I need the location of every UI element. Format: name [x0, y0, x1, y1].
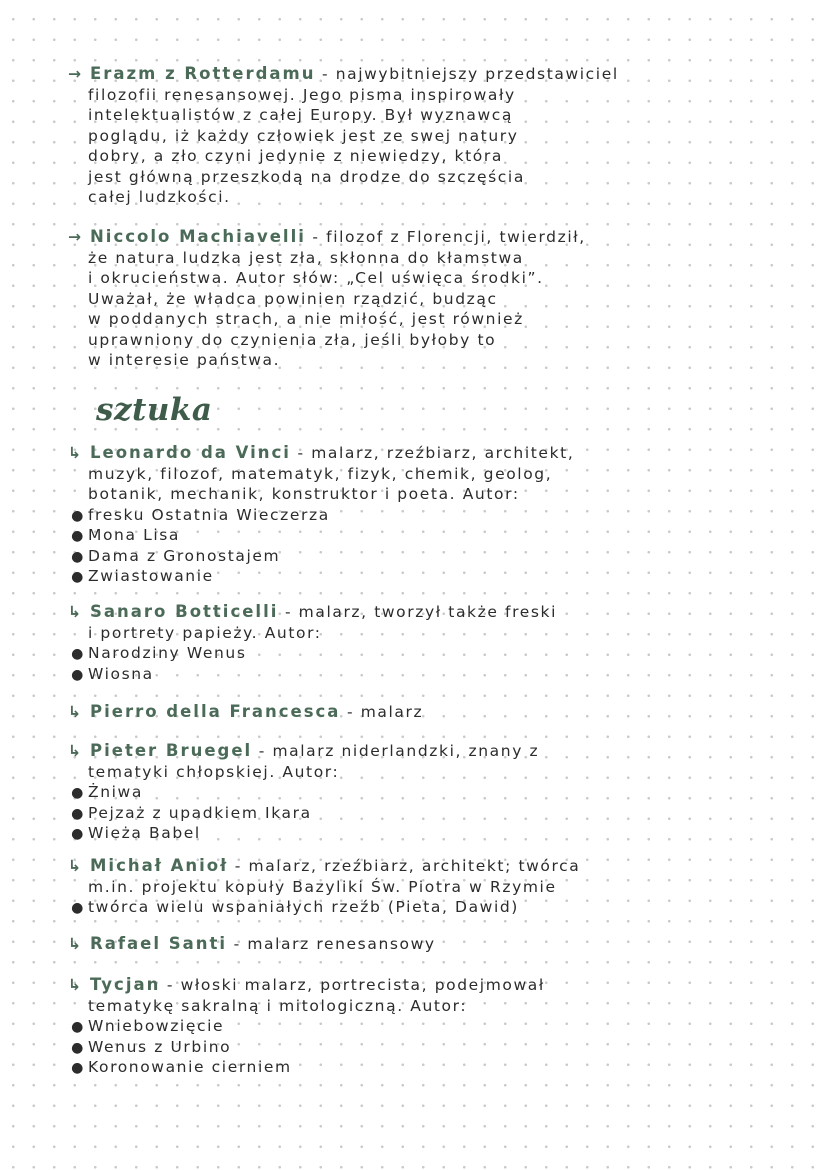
arrow-icon: ↳	[68, 976, 83, 994]
entry-rafael	[68, 934, 758, 955]
list-item: ● twórca wielu wspaniałych rzeźb (Pieta, Dawid)	[68, 897, 758, 918]
entry-text: - filozof z Florencji, twierdził,	[312, 228, 586, 246]
bullet-icon: ●	[71, 569, 85, 585]
entry-text: intelektualistów z całej Europy. Był wyznawcą	[88, 106, 514, 124]
list-item: ● Zwiastowanie	[68, 566, 758, 587]
entry-text: że natura ludzka jest zła, skłonna do kłamstwa	[88, 248, 524, 267]
list-item: ● Koronowanie cierniem	[68, 1057, 758, 1078]
entry-text: poglądu, iż każdy człowiek jest ze swej natury	[88, 126, 519, 145]
arrow-icon: ↳	[68, 857, 83, 875]
bullet-icon: ●	[71, 528, 85, 544]
list-item: ● Wiosna	[68, 664, 758, 685]
entry-text: w poddanych strach, a nie miłość, jest również	[88, 310, 524, 328]
entry-text: m.in. projektu kopuły Bazyliki Św. Piotra w Rzymie	[88, 877, 557, 896]
entry-text: tematykę sakralną i mitologiczną. Autor:	[88, 996, 468, 1015]
arrow-icon: ↳	[68, 444, 83, 462]
entry-name: Erazm z Rotterdamu	[90, 64, 316, 83]
list-item: ● Wenus z Urbino	[68, 1037, 758, 1058]
entry-text: całej ludzkości.	[88, 188, 231, 206]
arrow-icon: ↳	[68, 703, 83, 721]
entry-text: jest główną przeszkodą na drodze do szczęścia	[88, 167, 525, 186]
entry-tycjan	[68, 975, 758, 1078]
entry-text: botanik, mechanik, konstruktor i poeta. Autor:	[88, 485, 520, 503]
entry-text: w interesie państwa.	[88, 351, 281, 369]
list-item: ● Pejzaż z upadkiem Ikara	[68, 803, 758, 824]
entry-text: - malarz, rzeźbiarz, architekt; twórca	[234, 857, 581, 875]
entry-name: Pierro della Francesca	[90, 702, 341, 721]
bullet-icon: ●	[71, 785, 85, 801]
bullet-icon: ●	[71, 666, 85, 683]
list-item: ● Żniwa	[68, 782, 758, 803]
entry-text: - malarz renesansowy	[233, 935, 436, 953]
bullet-icon: ●	[71, 900, 85, 916]
list-item: ● fresku Ostatnia Wieczerza	[68, 505, 758, 526]
bullet-icon: ●	[71, 646, 85, 662]
entry-botticelli	[68, 602, 758, 684]
entry-text: Uważał, że władca powinien rządzić, budząc	[88, 289, 498, 308]
arrow-icon: ↳	[68, 603, 83, 621]
entry-michal-aniol	[68, 856, 758, 918]
entry-name: Sanaro Botticelli	[90, 602, 279, 621]
entry-name: Michał Anioł	[90, 856, 229, 875]
entry-text: dobry, a zło czyni jedynie z niewiedzy, która	[88, 147, 503, 165]
bullet-icon: ●	[71, 826, 85, 842]
arrow-icon: →	[68, 65, 83, 83]
entry-text: i portrety papieży. Autor:	[88, 623, 322, 642]
entry-leonardo	[68, 443, 758, 587]
entry-name: Leonardo da Vinci	[90, 443, 291, 462]
bullet-icon: ●	[71, 1060, 85, 1076]
entry-name: Pieter Bruegel	[90, 741, 253, 760]
entry-text: i okrucieństwa. Autor słów: „Cel uświęca środki”.	[88, 269, 544, 287]
bullet-icon: ●	[71, 805, 85, 822]
entry-text: - włoski malarz, portrecista, podejmował	[166, 976, 545, 994]
list-item: ● Narodziny Wenus	[68, 643, 758, 664]
list-item: ● Wieża Babel	[68, 823, 758, 844]
entry-francesca	[68, 702, 758, 723]
bullet-icon: ●	[71, 548, 85, 565]
entry-name: Niccolo Machiavelli	[90, 227, 306, 246]
entry-erazm	[68, 64, 758, 208]
entry-text: - malarz, tworzył także freski	[284, 603, 558, 621]
entry-name: Tycjan	[90, 975, 161, 994]
entry-text: tematyki chłopskiej. Autor:	[88, 762, 340, 781]
list-item: ● Wniebowzięcie	[68, 1016, 758, 1037]
bullet-icon: ●	[71, 1019, 85, 1035]
entry-text: filozofii renesansowej. Jego pisma inspirowały	[88, 85, 516, 104]
section-heading: sztuka	[96, 392, 213, 428]
entry-text: - malarz niderlandzki, znany z	[258, 742, 540, 760]
entry-name: Rafael Santi	[90, 934, 228, 953]
entry-text: uprawniony do czynienia zła, jeśli byłoby to	[88, 330, 497, 349]
bullet-icon: ●	[71, 507, 85, 524]
arrow-icon: ↳	[68, 935, 83, 953]
entry-text: - najwybitniejszy przedstawiciel	[322, 65, 619, 83]
arrow-icon: ↳	[68, 742, 83, 760]
entry-machiavelli	[68, 227, 758, 371]
list-item: ● Dama z Gronostajem	[68, 546, 758, 567]
entry-text: - malarz	[346, 703, 424, 721]
entry-text: muzyk, filozof, matematyk, fizyk, chemik, geolog,	[88, 464, 553, 483]
entry-text: - malarz, rzeźbiarz, architekt,	[297, 444, 575, 462]
arrow-icon: →	[68, 228, 83, 246]
list-item: ● Mona Lisa	[68, 525, 758, 546]
entry-bruegel	[68, 741, 758, 844]
bullet-icon: ●	[71, 1039, 85, 1056]
